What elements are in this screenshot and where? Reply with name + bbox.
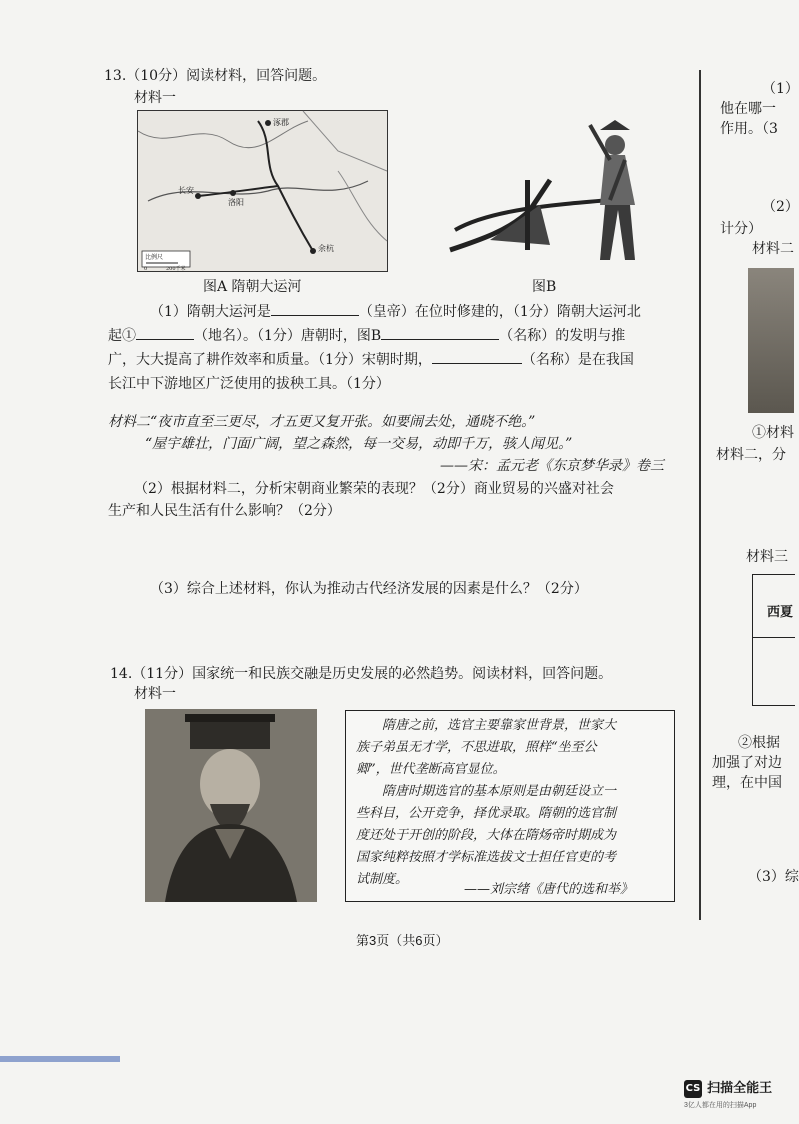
emperor-portrait (145, 709, 317, 902)
grand-canal-map (138, 111, 387, 271)
scanner-subtitle: 3亿人都在用的扫描App (684, 1102, 757, 1109)
right-col-line-2: 他在哪一 (720, 101, 776, 117)
right-col-line-3: 作用。（3 (720, 121, 778, 137)
blank-place[interactable] (136, 325, 194, 340)
blank-emperor[interactable] (271, 301, 359, 316)
q13-material2-source: ——宋：孟元老《东京梦华录》卷三 (440, 458, 664, 474)
q13-part1-line3 (108, 348, 634, 372)
q14-material1-box (345, 710, 675, 902)
q13-part2-line2: 生产和人民生活有什么影响？（2分） (108, 503, 341, 519)
box-line-4: 隋唐时期选官的基本原则是由朝廷设立一 (382, 784, 617, 799)
right-col-table (752, 574, 795, 706)
q13-p1-l1-a: （1）隋朝大运河是 (150, 304, 271, 320)
right-col-line-14: （3）综 (748, 869, 799, 885)
blank-tool-name[interactable] (381, 325, 499, 340)
q13-part3: （3）综合上述材料，你认为推动古代经济发展的因素是什么？（2分） (150, 581, 588, 597)
box-line-2: 族子弟虽无才学，不思进取，照样“坐至公 (356, 740, 597, 755)
q13-part1-line1 (150, 300, 641, 324)
right-col-table-xixia: 西夏 (767, 605, 794, 620)
right-col-line-1: （1） (762, 81, 799, 97)
right-col-line-11: ②根据 (738, 735, 780, 751)
map-label-luoyang: 洛阳 (228, 198, 244, 207)
box-line-7: 国家纯粹按照才学标准选拔文士担任官吏的考 (356, 850, 617, 865)
scanner-watermark (684, 1076, 772, 1110)
q13-part1-line4: 长江中下游地区广泛使用的拔秧工具。（1分） (108, 376, 390, 392)
scanner-name: 扫描全能王 (707, 1080, 773, 1095)
map-label-yuhang: 余杭 (318, 244, 334, 253)
right-col-line-5: 计分） (720, 221, 762, 237)
q13-p1-l2-b: （地名）。（1分）唐朝时，图B (194, 328, 382, 344)
q13-p1-l2-c: （名称）的发明与推 (499, 328, 626, 344)
right-col-line-12: 加强了对边 (712, 755, 782, 771)
q13-part1-line2 (108, 324, 625, 348)
q13-p1-l3-b: （名称）是在我国 (521, 352, 634, 368)
box-line-5: 些科目，公开竞争，择优录取。隋朝的选官制 (356, 806, 617, 821)
map-scale-label: 比例尺 (145, 254, 164, 261)
q13-p1-l1-b: （皇帝）在位时修建的，（1分）隋朝大运河北 (358, 304, 641, 320)
box-line-6: 度还处于开创的阶段，大体在隋炀帝时期成为 (356, 828, 617, 843)
box-source: ——刘宗绪《唐代的选和举》 (464, 882, 634, 897)
right-col-line-9: 材料三 (746, 549, 788, 565)
curved-plough-illustration (430, 110, 650, 270)
page-number: 第3页（共6页） (356, 933, 449, 948)
q13-header: 13.（10分）阅读材料，回答问题。 (104, 68, 327, 84)
figure-b-plough (430, 110, 650, 270)
right-col-photo (748, 268, 794, 413)
map-label-zhuojun: 涿郡 (273, 118, 289, 127)
camscanner-logo-icon: CS (684, 1080, 702, 1098)
figure-a-map (137, 110, 388, 272)
right-col-line-6: 材料二 (752, 241, 794, 257)
q14-material1-label: 材料一 (134, 686, 176, 702)
map-label-changan: 长安 (178, 186, 194, 195)
q13-material1-label: 材料一 (134, 90, 176, 106)
q13-material2-line2: “屋宇雄壮，门面广阔，望之森然，每一交易，动即千万，骇人闻见。” (145, 436, 573, 452)
scan-edge-mark (0, 1056, 120, 1062)
box-line-8: 试制度。 (356, 872, 409, 887)
q13-part2-line1: （2）根据材料二，分析宋朝商业繁荣的表现？（2分）商业贸易的兴盛对社会 (134, 481, 614, 497)
box-line-1: 隋唐之前，选官主要靠家世背景，世家大 (382, 718, 617, 733)
figure-b-caption: 图B (532, 279, 557, 295)
map-scale-distance: 200千米 (166, 266, 186, 272)
q14-header: 14.（11分）国家统一和民族交融是历史发展的必然趋势。阅读材料，回答问题。 (110, 666, 613, 682)
figure-a-caption: 图A 隋朝大运河 (203, 279, 302, 295)
right-col-line-4: （2） (762, 199, 799, 215)
right-col-line-8: 材料二，分 (716, 447, 786, 463)
emperor-portrait-drawing (145, 709, 317, 902)
map-scale-zero: 0 (144, 266, 148, 272)
q13-p1-l3-a: 广，大大提高了耕作效率和质量。（1分）宋朝时期， (108, 352, 432, 368)
q13-p1-l2-a: 起① (108, 328, 136, 344)
q13-material2-line1: 材料二“夜市直至三更尽，才五更又复开张。如要闹去处，通晓不绝。” (108, 414, 536, 430)
right-col-line-7: ①材料 (752, 425, 794, 441)
blank-song-tool[interactable] (432, 349, 522, 364)
box-line-3: 卿”，世代垄断高官显位。 (356, 762, 506, 777)
right-col-line-13: 理，在中国 (712, 775, 782, 791)
column-divider (699, 70, 701, 920)
